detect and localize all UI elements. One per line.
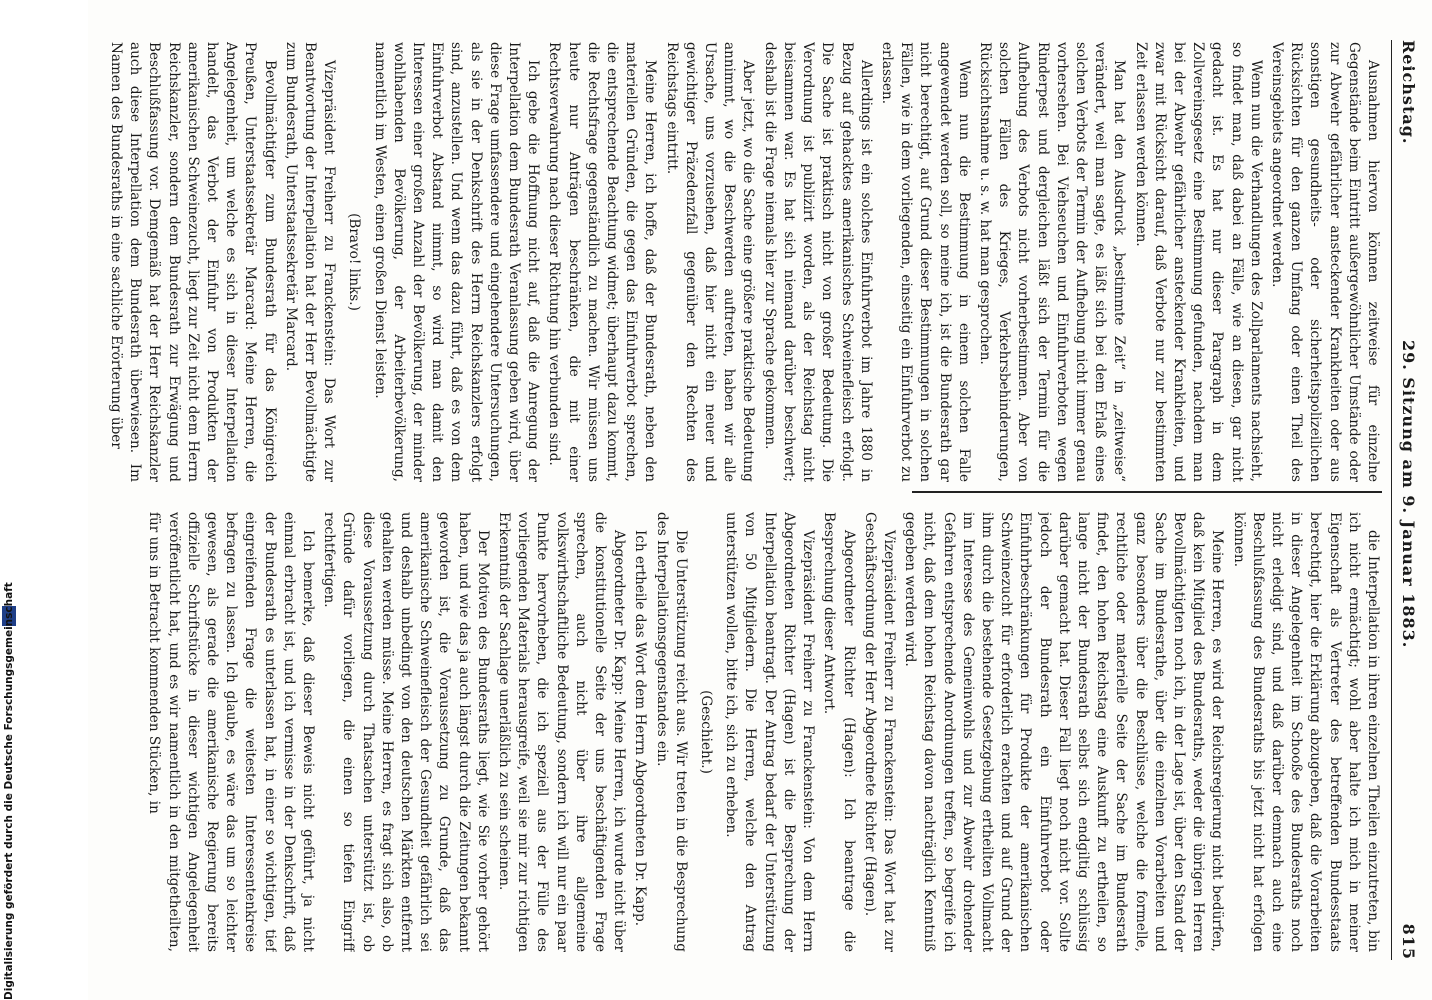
paragraph: Der Motiven des Bundesraths liegt, wie Sie vorher gehört haben, und wie das ja auch längst durch die Zeitungen bekannt geworden ist, die Voraussetzung zu Grunde, daß das amerikanische Schweinefleisch der Gesundheit gefährlich sei und deshalb unbedingt von den deutschen Märkten entfernt gehalten werden müsse. Meine Herren, es fragt sich also, ob diese Voraussetzung durch Thatsachen unterstützt ist, ob Gründe dafür vorliegen, die einen so tiefen Eingriff rechtfertigen.	[321, 512, 491, 952]
paragraph: Ich ertheile das Wort dem Herrn Abgeordneten Dr. Kapp.	[632, 530, 649, 927]
paragraph: Man hat den Ausdruck „bestimmte Zeit“ in „zeitweise“ verändert, weil man sagte, es läßt sich bei dem Erlaß eines solchen Verbots der Termin der Aufhebung nicht immer genau vorhersehen. Bei Viehseuchen und Einfuhrverboten wegen Rinderpest und dergleichen läßt sich der Termin für die Aufhebung des Verbots nicht vorherbestimmen. Aber von solchen Fällen des Krieges, Verkehrsbehinderungen, Rücksichtsnahme u. s. w. hat man gesprochen.	[976, 42, 1128, 482]
paragraph: Meine Herren, ich hoffe, daß der Bundesrath, neben den materiellen Gründen, die gegen das Einfuhrverbot sprechen, die entsprechende Beachtung widmet; überhaupt dazu kommt, die Rechtsfrage gegenständlich zu machen. Wir müssen uns heute nur Anträgen beschränken, die mit einer Rechtsverwahrung nach dieser Richtung hin verbunden sind.	[546, 42, 659, 482]
document-page	[88, 0, 1432, 1000]
paragraph: (Bravo! links.)	[346, 213, 363, 311]
paragraph: (Geschieht.)	[698, 690, 715, 774]
paragraph: Wenn nun die Verhandlungen des Zollparlaments nachsieht, so findet man, daß dabei an Fälle, wie an diesen, gar nicht gedacht ist. Es hat nur dieser Paragraph in dem Zollvereinsgesetz eine Bestimmung gefunden, nachdem man bei der Abwehr gefährlicher ansteckender Krankheiten, und zwar mit Rücksicht darauf, daß Verbote nur zur bestimmten Zeit erlassen werden können.	[1132, 42, 1264, 482]
paragraph: Aber jetzt, wo die Sache eine größere praktische Bedeutung annimmt, wo die Beschwerden auftreten, haben wir alle Ursache, uns vorzusehen, daß hier nicht ein neuer und gewichtiger Präzedenzfall gegenüber den Rechten des Reichstags eintritt.	[663, 42, 757, 482]
header-session-date: 29. Sitzung am 9. Januar 1883.	[1399, 340, 1418, 649]
paragraph: Wenn nun die Bestimmung in einem solchen Falle angewendet werden soll, so meine ich, ist die Bundesrath gar nicht berechtigt, auf Grund dieser Bestimmungen in solchen Fällen, wie in dem vorliegenden, einseitig ein Einfuhrverbot zu erlassen.	[878, 42, 972, 482]
left-column	[108, 42, 1382, 482]
paragraph: Ich bemerke, daß dieser Beweis nicht geführt, ja nicht einmal erbracht ist, und ich vermisse in der Denkschrift, daß der Bundesrath es unterlassen hat, in einer so wichtigen, tief eingreifenden Frage die weitesten Interessentenkreise befragen zu lassen. Ich glaube, es wäre das um so leichter gewesen, als gerade die amerikanische Regierung bereits offizielle Schriftstücke in dieser wichtigen Angelegenheit veröffentlicht hat, und es wir namentlich in den mitgetheilten, für uns in Betracht kommenden Stücken, in	[146, 512, 317, 952]
paragraph: Ausnahmen hiervon können zeitweise für einzelne Gegenstände beim Eintritt außergewöhnlicher Umstände oder zur Abwehr gefährlicher ansteckender Krankheiten oder aus sonstigen gesundheits- oder sicherheitspolizeilichen Rücksichten für den ganzen Umfang oder einen Theil des Vereinsgebiets angeordnet werden.	[1268, 42, 1381, 482]
paragraph: Bevollmächtigter zum Bundesrath für das Königreich Preußen, Unterstaatssekretär Marcard: Meine Herren, die Angelegenheit, um welche es sich in dieser Interpellation handelt, das Verbot der Einfuhr von Produkten der amerikanischen Schweinezucht, liegt zur Zeit nicht dem Herrn Reichskanzler, sondern dem Bundesrath zur Erwägung und Beschlußfassung vor. Demgemäß hat der Herr Reichskanzler auch diese Interpellation dem Bundesrath überwiesen. Im Namen des Bundesraths in eine sachliche Erörterung über	[108, 42, 278, 482]
paragraph: die Interpellation in ihren einzelnen Theilen einzutreten, bin ich nicht ermächtigt; wohl aber halte ich mich in meiner Eigenschaft als Vertreter des betreffenden Bundesstaats berechtigt, hier die Erklärung abzugeben, daß die Vorarbeiten in dieser Angelegenheit im Schooße des Bundesraths noch nicht erledigt sind, und daß darüber demnach auch eine Beschlußfassung des Bundesraths bis jetzt nicht hat erfolgen können.	[1230, 512, 1381, 952]
right-column	[108, 512, 1382, 952]
paragraph: Allerdings ist ein solches Einfuhrverbot im Jahre 1880 in Bezug auf gehacktes amerikanisches Schweinefleisch erfolgt. Die Sache ist praktisch nicht von großer Bedeutung. Die Verordnung ist publizirt worden, als der Reichstag nicht beisammen war. Es hat sich niemand darüber beschwert; deshalb ist die Frage niemals hier zur Sprache gekommen.	[761, 42, 874, 482]
page-header	[1391, 40, 1418, 960]
paragraph: Abgeordneter Richter (Hagen): Ich beantrage die Besprechung dieser Antwort.	[821, 512, 857, 952]
paragraph: Vizepräsident Freiherr zu Franckenstein: Das Wort zur Beantwortung der Interpellation hat der Herr Bevollmächtigte zum Bundesrath, Unterstaatssekretär Marcard.	[282, 42, 338, 482]
paragraph: Ich gebe die Hoffnung nicht auf, daß die Anregung der Interpellation dem Bundesrath Veranlassung geben wird, über diese Frage umfassendere und eingehendere Untersuchungen, als sie in der Denkschrift des Herrn Reichskanzlers erfolgt sind, anzustellen. Und wenn das dazu führt, daß es von dem Einfuhrverbot Abstand nimmt, so wird man damit den Interessen einer großen Anzahl der Bevölkerung, der minder wohlhabenden Bevölkerung, der Arbeiterbevölkerung, namentlich im Westen, einen großen Dienst leisten.	[371, 42, 542, 482]
paragraph: Meine Herren, es wird der Reichsregierung nicht bedürfen, daß kein Mitglied des Bundesraths, weder die übrigen Herren Bevollmächtigten noch ich, in der Lage ist, über den Stand der Sache im Bundesrathe, über die einzelnen Vorarbeiten und ganz besonders über die Beschlüsse, welche die formelle, rechtliche oder materielle Seite der Sache im Bundesrath findet, den hohen Reichstag eine Auskunft zu ertheilen, so lange nicht der Bundesrath selbst sich endgiltig schlüssig darüber gemacht hat. Dieser Fall liegt noch nicht vor. Sollte jedoch der Bundesrath ein Einfuhrverbot oder Einfuhrbeschränkungen für Produkte der amerikanischen Schweinezucht für erforderlich erachten und auf Grund der ihm durch die bestehende Gesetzgebung ertheilten Vollmacht im Interesse des Gemeinwohls und zur Abwehr drohender Gefahren entsprechende Anordnungen treffen, so begreife ich nicht, daß dem hohen Reichstag davon nachträglich Kenntniß gegeben werden wird.	[902, 512, 1226, 952]
paragraph: Vizepräsident Freiherr zu Franckenstein: Von dem Herrn Abgeordneten Richter (Hagen) ist die Besprechung der Interpellation beantragt. Der Antrag bedarf der Unterstützung von 50 Mitgliedern. Die Herren, welche den Antrag unterstützen wollen, bitte ich, sich zu erheben.	[723, 512, 817, 952]
page-number: 815	[1399, 923, 1418, 960]
paragraph: Abgeordneter Dr. Kapp: Meine Herren, ich wurde nicht über die konstitutionelle Seite der uns beschäftigenden Frage sprechen, auch nicht über ihre allgemeine volkswirthschaftliche Bedeutung, sondern ich will nur ein paar Punkte hervorheben, die ich speziell aus der Fülle des vorliegenden Materials herausgreife, weil sie mir zur richtigen Erkenntniß der Sachlage unerläßlich zu sein scheinen.	[496, 512, 628, 952]
paragraph: Vizepräsident Freiherr zu Franckenstein: Das Wort hat zur Geschäftsordnung der Herr Abgeordnete Richter (Hagen).	[861, 512, 897, 952]
digitization-note: Digitalisierung gefördert durch die Deutsche Forschungsgemeinschaft	[3, 582, 15, 1000]
header-publication: Reichstag.	[1399, 40, 1418, 145]
digitization-credit	[2, 582, 16, 1000]
column-divider	[912, 491, 1382, 493]
paragraph: Die Unterstützung reicht aus. Wir treten in die Besprechung des Interpellationsgegenstandes ein.	[653, 512, 689, 952]
